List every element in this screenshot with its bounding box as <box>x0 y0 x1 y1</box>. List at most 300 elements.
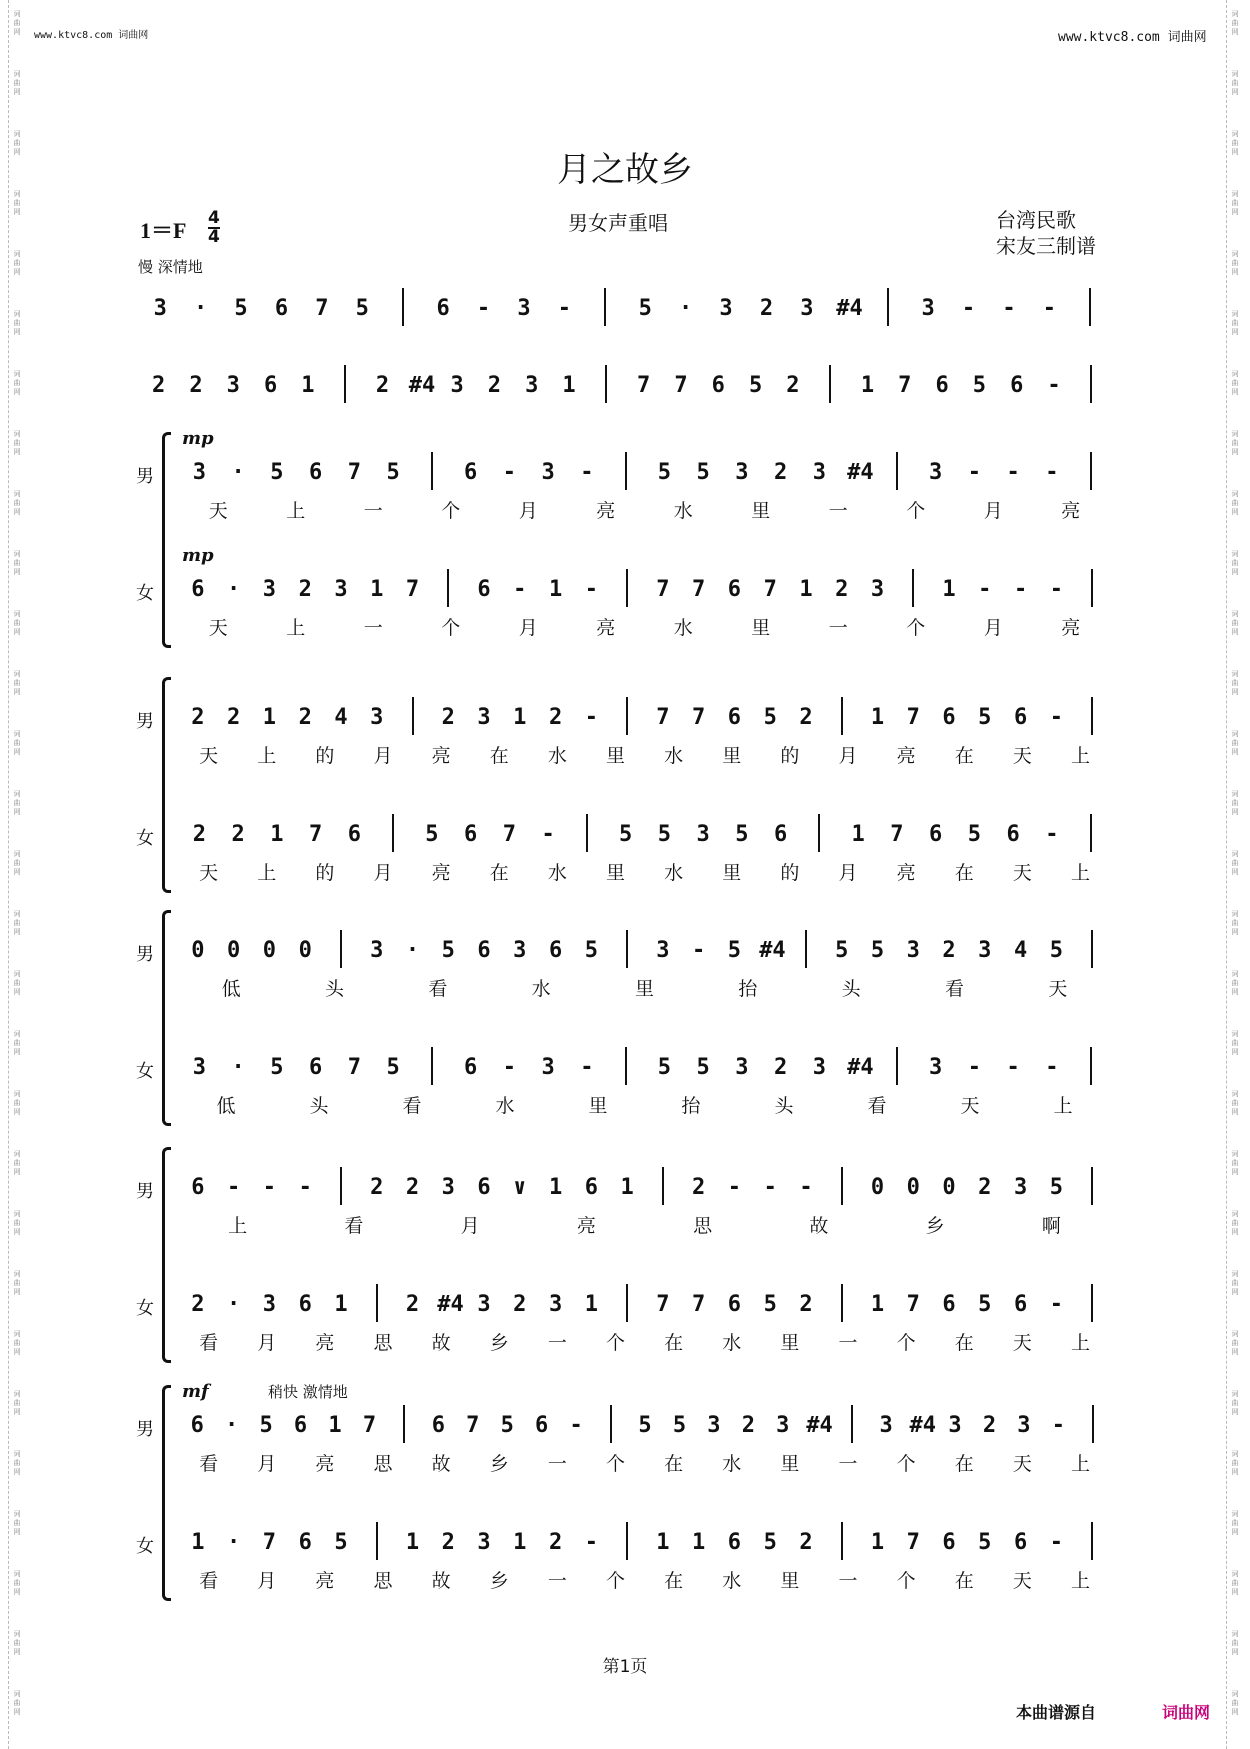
note: 5 <box>657 460 671 485</box>
barline <box>376 1522 378 1560</box>
note: 5 <box>748 373 763 398</box>
watermark-text: 词 曲 网 <box>13 1450 21 1476</box>
note: 2 <box>298 705 312 730</box>
note: · <box>227 577 241 602</box>
female-lyric: 头 <box>309 1095 329 1117</box>
credit-arranger: 宋友三制谱 <box>996 234 1096 258</box>
note: 2 <box>978 1175 992 1200</box>
watermark-text: 词 曲 网 <box>1231 1270 1239 1296</box>
note: 1 <box>548 577 563 602</box>
site-url-right[interactable]: www.ktvc8.com 词曲网 <box>1058 30 1207 45</box>
note: #4 <box>759 938 786 963</box>
female-lyric: 亮 <box>896 862 916 884</box>
note: 3 <box>707 1413 721 1438</box>
left-watermark-strip <box>8 0 25 1749</box>
note: - <box>541 822 555 847</box>
note: 3 <box>812 1055 826 1080</box>
watermark-text: 词 曲 网 <box>1231 370 1239 396</box>
male-lyric: 个 <box>441 500 461 522</box>
barline <box>625 452 627 490</box>
note: 3 <box>1013 1175 1028 1200</box>
watermark-text: 词 曲 网 <box>1231 1450 1239 1476</box>
note: ∨ <box>513 1175 527 1200</box>
note: 1 <box>301 373 315 398</box>
note: 1 <box>262 705 277 730</box>
female-lyric: 在 <box>664 1570 684 1592</box>
male-lyric: 在 <box>954 1453 974 1475</box>
barline <box>851 1405 853 1443</box>
note: 3 <box>929 1055 943 1080</box>
note: 6 <box>1013 1292 1028 1317</box>
note: 5 <box>584 938 598 963</box>
watermark-text: 词 曲 网 <box>1231 1210 1239 1236</box>
male-lyric: 个 <box>605 1453 625 1475</box>
note: 1 <box>513 1530 527 1555</box>
male-lyric: 头 <box>325 978 345 1000</box>
male-lyric: 上 <box>286 500 306 522</box>
barline <box>887 288 889 326</box>
male-notes <box>0 705 1250 745</box>
note: 6 <box>1006 822 1020 847</box>
note: 5 <box>234 296 248 321</box>
male-notes <box>0 938 1250 978</box>
note: 7 <box>763 577 777 602</box>
watermark-text: 词 曲 网 <box>1231 10 1239 36</box>
note: 6 <box>727 705 742 730</box>
barline <box>1091 1522 1093 1560</box>
note: 5 <box>638 296 652 321</box>
note: 7 <box>466 1413 480 1438</box>
female-lyric: 里 <box>588 1095 608 1117</box>
female-lyric: 故 <box>431 1570 451 1592</box>
female-lyric: 一 <box>838 1332 858 1354</box>
note: 2 <box>370 1175 384 1200</box>
watermark-text: 词 曲 网 <box>13 910 21 936</box>
female-lyric: 抬 <box>681 1095 701 1117</box>
note: 7 <box>405 577 420 602</box>
watermark-text: 词 曲 网 <box>1231 1390 1239 1416</box>
dynamic-marking: mp <box>182 428 214 449</box>
note: 1 <box>328 1413 342 1438</box>
note: 5 <box>696 1055 710 1080</box>
male-lyric: 看 <box>344 1215 364 1237</box>
note: - <box>1049 1292 1063 1317</box>
female-lyric: 乡 <box>489 1570 509 1592</box>
tempo-marking: 慢 深情地 <box>138 258 203 276</box>
note: 7 <box>656 577 670 602</box>
note: 2 <box>548 1530 563 1555</box>
female-lyric: 水 <box>547 862 567 884</box>
note: 2 <box>982 1413 997 1438</box>
note: 5 <box>763 1530 777 1555</box>
barline <box>431 1047 433 1085</box>
source-site-link[interactable]: 词曲网 <box>1162 1703 1211 1722</box>
note: - <box>967 1055 981 1080</box>
female-lyric: 天 <box>1012 1570 1032 1592</box>
watermark-text: 词 曲 网 <box>1231 970 1239 996</box>
female-lyric: 水 <box>664 862 684 884</box>
note: 6 <box>548 938 563 963</box>
female-lyric: 上 <box>286 617 306 639</box>
note: 6 <box>929 822 943 847</box>
time-signature-bottom: 4 <box>208 227 220 247</box>
note: 7 <box>692 1292 706 1317</box>
note: 7 <box>692 577 706 602</box>
note: - <box>569 1413 583 1438</box>
female-lyric: 思 <box>373 1332 393 1354</box>
note: - <box>580 460 594 485</box>
note: 2 <box>487 373 502 398</box>
note: - <box>978 577 992 602</box>
note: · <box>231 460 245 485</box>
note: - <box>262 1175 277 1200</box>
note: - <box>298 1175 312 1200</box>
male-lyric: 上 <box>1070 1453 1090 1475</box>
note: 5 <box>441 938 455 963</box>
male-lyric: 水 <box>673 500 693 522</box>
voice-label-male: 男 <box>136 944 154 965</box>
watermark-text: 词 曲 网 <box>1231 1150 1239 1176</box>
note: 6 <box>942 1530 956 1555</box>
note: 5 <box>259 1413 273 1438</box>
note: 3 <box>696 822 710 847</box>
watermark-text: 词 曲 网 <box>1231 70 1239 96</box>
note: 1 <box>860 373 875 398</box>
note: 6 <box>298 1530 312 1555</box>
female-lyric: 月 <box>983 617 1003 639</box>
barline <box>912 569 914 607</box>
note: 2 <box>441 705 455 730</box>
note: 1 <box>584 1292 598 1317</box>
note: 1 <box>548 1175 563 1200</box>
note: 5 <box>425 822 439 847</box>
female-lyric: 里 <box>722 862 742 884</box>
barline <box>1091 1284 1093 1322</box>
note: 3 <box>226 373 240 398</box>
barline <box>625 1047 627 1085</box>
watermark-text: 词 曲 网 <box>1231 1630 1239 1656</box>
male-lyric: 月 <box>373 745 393 767</box>
note: 1 <box>870 705 885 730</box>
note: 0 <box>298 938 312 963</box>
female-notes <box>0 577 1250 617</box>
barline <box>1091 930 1093 968</box>
male-lyric: 低 <box>221 978 241 1000</box>
female-lyric: 乡 <box>489 1332 509 1354</box>
note: - <box>1045 1055 1059 1080</box>
barline <box>626 1284 628 1322</box>
key-signature: 1＝F <box>140 218 187 243</box>
watermark-text: 词 曲 网 <box>13 1330 21 1356</box>
female-notes <box>0 1530 1250 1570</box>
watermark-text: 词 曲 网 <box>1231 910 1239 936</box>
male-lyric: 个 <box>896 1453 916 1475</box>
note: 6 <box>477 938 491 963</box>
note: - <box>967 460 981 485</box>
voice-label-female: 女 <box>136 828 154 849</box>
female-notes <box>0 1292 1250 1332</box>
female-lyric: 上 <box>257 862 277 884</box>
voice-label-female: 女 <box>136 583 154 604</box>
male-lyric: 月 <box>518 500 538 522</box>
note: 6 <box>584 1175 598 1200</box>
dynamic-marking: mf <box>182 1381 209 1402</box>
note: 6 <box>942 1292 956 1317</box>
note: 2 <box>441 1530 455 1555</box>
watermark-text: 词 曲 网 <box>13 130 21 156</box>
note: 5 <box>1049 938 1063 963</box>
time-signature <box>208 210 220 246</box>
watermark-text: 词 曲 网 <box>1231 190 1239 216</box>
note: 5 <box>735 822 749 847</box>
dynamic-marking: mp <box>182 545 214 566</box>
barline <box>626 569 628 607</box>
note: 3 <box>1017 1413 1031 1438</box>
note: 6 <box>436 296 450 321</box>
note: 5 <box>270 1055 284 1080</box>
watermark-text: 词 曲 网 <box>13 610 21 636</box>
note: 3 <box>548 1292 563 1317</box>
watermark-text: 词 曲 网 <box>13 310 21 336</box>
female-lyric: 个 <box>605 1332 625 1354</box>
female-lyric: 水 <box>722 1332 742 1354</box>
barline <box>447 569 449 607</box>
note: 3 <box>735 460 749 485</box>
male-lyric: 月 <box>257 1453 277 1475</box>
note: 2 <box>513 1292 527 1317</box>
male-lyric: 思 <box>373 1453 393 1475</box>
watermark-text: 词 曲 网 <box>1231 790 1239 816</box>
note: 0 <box>906 1175 920 1200</box>
note: 6 <box>191 1175 205 1200</box>
note: 3 <box>929 460 943 485</box>
note: 3 <box>776 1413 790 1438</box>
female-lyric: 水 <box>722 1570 742 1592</box>
note: 3 <box>192 460 206 485</box>
note: 3 <box>879 1413 893 1438</box>
male-lyric: 乡 <box>489 1453 509 1475</box>
note: · <box>194 296 208 321</box>
note: 6 <box>464 1055 478 1080</box>
note: 6 <box>477 577 491 602</box>
site-url-left[interactable]: www.ktvc8.com 词曲网 <box>34 30 149 41</box>
female-lyric: 亮 <box>315 1570 335 1592</box>
watermark-text: 词 曲 网 <box>1231 1510 1239 1536</box>
watermark-text: 词 曲 网 <box>1231 1690 1239 1716</box>
watermark-text: 词 曲 网 <box>13 1210 21 1236</box>
barline <box>662 1167 664 1205</box>
note: 2 <box>375 373 390 398</box>
male-lyric: 啊 <box>1041 1215 1061 1237</box>
barline <box>626 1522 628 1560</box>
barline <box>431 452 433 490</box>
male-lyric: 水 <box>722 1453 742 1475</box>
note: 5 <box>386 1055 400 1080</box>
female-lyric: 个 <box>605 1570 625 1592</box>
male-lyric: 月 <box>838 745 858 767</box>
watermark-text: 词 曲 网 <box>13 730 21 756</box>
note: 1 <box>370 577 384 602</box>
tempo-change: 稍快 激情地 <box>268 1383 348 1401</box>
barline <box>340 930 342 968</box>
note: 3 <box>800 296 814 321</box>
male-lyric: 水 <box>547 745 567 767</box>
male-lyric: 水 <box>531 978 551 1000</box>
female-lyric: 亮 <box>596 617 616 639</box>
watermark-text: 词 曲 网 <box>1231 1330 1239 1356</box>
note: 5 <box>696 460 710 485</box>
watermark-text: 词 曲 网 <box>13 250 21 276</box>
right-watermark-strip <box>1226 0 1243 1749</box>
note: - <box>961 296 976 321</box>
barline <box>1091 697 1093 735</box>
note: 3 <box>370 705 384 730</box>
note: 5 <box>967 822 981 847</box>
note: 2 <box>835 577 849 602</box>
note: 6 <box>1010 373 1024 398</box>
note: #4 <box>847 460 874 485</box>
note: 4 <box>334 705 348 730</box>
watermark-text: 词 曲 网 <box>13 10 21 36</box>
note: 5 <box>672 1413 687 1438</box>
note: 3 <box>262 1292 277 1317</box>
male-lyric: 一 <box>828 500 848 522</box>
note: 7 <box>906 1530 920 1555</box>
barline <box>1090 814 1092 852</box>
female-lyric: 上 <box>1070 1332 1090 1354</box>
note: 6 <box>464 822 478 847</box>
barline <box>586 814 588 852</box>
watermark-text: 词 曲 网 <box>13 1510 21 1536</box>
note: 3 <box>735 1055 749 1080</box>
voice-label-female: 女 <box>136 1061 154 1082</box>
note: 5 <box>619 822 633 847</box>
note: 2 <box>692 1175 706 1200</box>
male-notes <box>0 1413 1250 1453</box>
note: 1 <box>513 705 527 730</box>
female-lyric: 一 <box>547 1570 567 1592</box>
note: 1 <box>870 1530 885 1555</box>
female-lyric: 天 <box>1012 862 1032 884</box>
note: 3 <box>541 1055 555 1080</box>
note: 3 <box>477 1530 491 1555</box>
female-lyric: 里 <box>751 617 771 639</box>
note: 6 <box>477 1175 491 1200</box>
watermark-text: 词 曲 网 <box>1231 610 1239 636</box>
barline <box>402 288 404 326</box>
female-lyric: 在 <box>489 862 509 884</box>
female-lyric: 看 <box>867 1095 887 1117</box>
note: - <box>227 1175 241 1200</box>
note: 7 <box>906 1292 920 1317</box>
male-notes <box>0 1175 1250 1215</box>
note: 6 <box>774 822 788 847</box>
barline <box>412 697 414 735</box>
note: - <box>1006 460 1020 485</box>
male-lyric: 一 <box>363 500 383 522</box>
note: 6 <box>274 296 289 321</box>
note: #4 <box>408 373 436 398</box>
song-subtitle: 男女声重唱 <box>568 211 668 235</box>
male-lyric: 上 <box>257 745 277 767</box>
note: 6 <box>727 1530 742 1555</box>
female-lyric: 亮 <box>1061 617 1081 639</box>
note: - <box>1013 577 1028 602</box>
male-lyric: 亮 <box>596 500 616 522</box>
note: 1 <box>799 577 813 602</box>
male-lyric: 里 <box>780 1453 800 1475</box>
voice-label-male: 男 <box>136 711 154 732</box>
note: 2 <box>227 705 241 730</box>
female-lyric: 一 <box>828 617 848 639</box>
female-lyric: 月 <box>373 862 393 884</box>
female-lyric: 一 <box>363 617 383 639</box>
note: 3 <box>513 938 527 963</box>
note: 2 <box>759 296 774 321</box>
female-lyric: 低 <box>216 1095 236 1117</box>
watermark-text: 词 曲 网 <box>13 1150 21 1176</box>
note: 2 <box>548 705 563 730</box>
barline <box>1091 1167 1093 1205</box>
female-lyric: 亮 <box>431 862 451 884</box>
note: 1 <box>334 1292 348 1317</box>
watermark-text: 词 曲 网 <box>13 490 21 516</box>
female-lyric: 月 <box>257 1570 277 1592</box>
male-lyric: 在 <box>489 745 509 767</box>
male-lyric: 天 <box>1012 745 1032 767</box>
note: 5 <box>835 938 849 963</box>
male-lyric: 上 <box>1070 745 1090 767</box>
note: 1 <box>191 1530 205 1555</box>
note: 2 <box>405 1175 420 1200</box>
barline <box>841 1284 843 1322</box>
barline <box>1090 452 1092 490</box>
note: - <box>1045 822 1059 847</box>
note: 5 <box>763 705 777 730</box>
note: 7 <box>906 705 920 730</box>
voice-label-male: 男 <box>136 466 154 487</box>
note: 6 <box>309 460 323 485</box>
watermark-text: 词 曲 网 <box>1231 490 1239 516</box>
note: 6 <box>309 1055 323 1080</box>
female-lyric: 个 <box>896 1570 916 1592</box>
note: 1 <box>405 1530 420 1555</box>
note: - <box>799 1175 813 1200</box>
female-notes <box>0 1055 1250 1095</box>
male-lyric: 的 <box>315 745 335 767</box>
barline <box>626 930 628 968</box>
barline <box>1090 1047 1092 1085</box>
male-lyric: 月 <box>460 1215 480 1237</box>
male-lyric: 里 <box>751 500 771 522</box>
female-lyric: 在 <box>664 1332 684 1354</box>
note: 5 <box>978 705 992 730</box>
note: 3 <box>450 373 464 398</box>
female-lyric: 水 <box>495 1095 515 1117</box>
male-lyric: 故 <box>809 1215 829 1237</box>
note: 3 <box>978 938 992 963</box>
note: 0 <box>870 1175 885 1200</box>
female-lyric: 上 <box>1070 1570 1090 1592</box>
note: 0 <box>191 938 205 963</box>
note: 6 <box>190 1413 204 1438</box>
time-signature-top: 4 <box>208 208 220 228</box>
note: - <box>692 938 706 963</box>
male-lyric: 个 <box>906 500 926 522</box>
female-lyric: 思 <box>373 1570 393 1592</box>
male-lyric: 思 <box>693 1215 713 1237</box>
note: 7 <box>362 1413 377 1438</box>
